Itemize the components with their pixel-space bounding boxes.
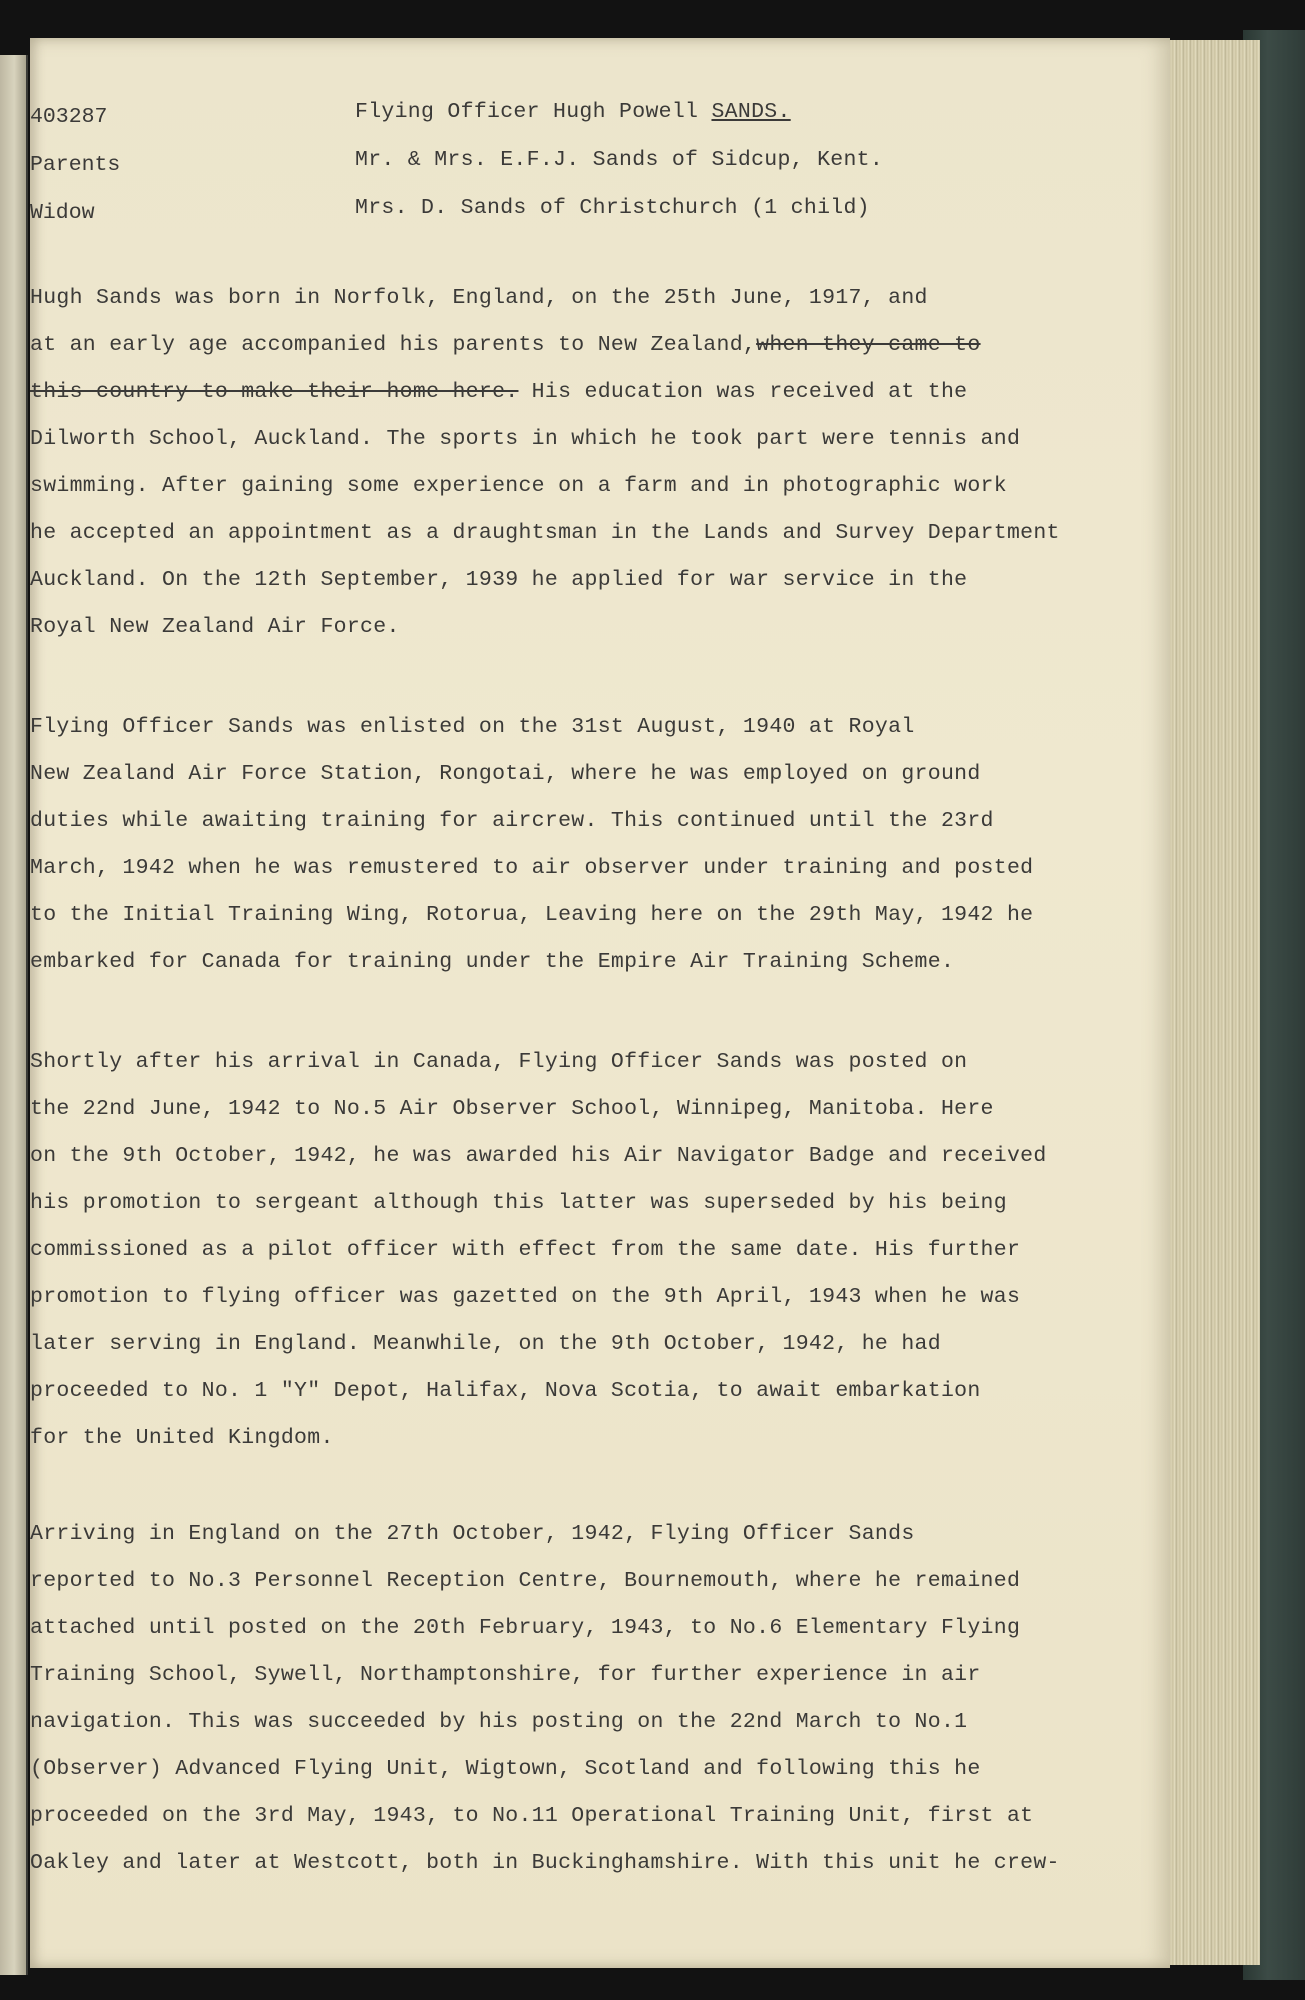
body-line: Royal New Zealand Air Force.	[30, 615, 400, 639]
body-line: Arriving in England on the 27th October, 1942, Flying Officer Sands	[30, 1522, 915, 1546]
parents-label: Parents	[30, 153, 121, 177]
name-line	[355, 100, 791, 124]
service-number: 403287	[30, 105, 108, 129]
body-line: proceeded to No. 1 "Y" Depot, Halifax, Nova Scotia, to await embarkation	[30, 1379, 981, 1403]
body-line	[30, 380, 967, 404]
body-line: to the Initial Training Wing, Rotorua, Leaving here on the 29th May, 1942 he	[30, 903, 1034, 927]
parents-value: Mr. & Mrs. E.F.J. Sands of Sidcup, Kent.	[355, 148, 884, 172]
body-line: New Zealand Air Force Station, Rongotai, where he was employed on ground	[30, 762, 981, 786]
body-line: Flying Officer Sands was enlisted on the 31st August, 1940 at Royal	[30, 715, 915, 739]
body-line: navigation. This was succeeded by his posting on the 22nd March to No.1	[30, 1710, 968, 1734]
body-line: Oakley and later at Westcott, both in Buckinghamshire. With this unit he crew-	[30, 1851, 1060, 1875]
body-line: on the 9th October, 1942, he was awarded his Air Navigator Badge and received	[30, 1144, 1047, 1168]
facing-page-edge	[0, 55, 28, 1975]
body-line: promotion to flying officer was gazetted on the 9th April, 1943 when he was	[30, 1285, 1021, 1309]
name-prefix: Flying Officer Hugh Powell	[355, 100, 712, 124]
body-line: Auckland. On the 12th September, 1939 he applied for war service in the	[30, 568, 968, 592]
struck-text: this country to make their home here.	[30, 380, 519, 404]
body-line: Training School, Sywell, Northamptonshire, for further experience in air	[30, 1663, 981, 1687]
body-line: reported to No.3 Personnel Reception Centre, Bournemouth, where he remained	[30, 1569, 1021, 1593]
page-stack-edges	[1165, 40, 1260, 1965]
body-text: His education was received at the	[518, 380, 968, 404]
widow-label: Widow	[30, 201, 95, 225]
typed-page	[30, 38, 1170, 1968]
widow-value: Mrs. D. Sands of Christchurch (1 child)	[355, 196, 870, 220]
body-line: commissioned as a pilot officer with effect from the same date. His further	[30, 1238, 1021, 1262]
body-line: attached until posted on the 20th February, 1943, to No.6 Elementary Flying	[30, 1616, 1021, 1640]
body-line: embarked for Canada for training under the Empire Air Training Scheme.	[30, 950, 955, 974]
body-line: later serving in England. Meanwhile, on the 9th October, 1942, he had	[30, 1332, 941, 1356]
body-line: his promotion to sergeant although this latter was superseded by his being	[30, 1191, 1007, 1215]
body-line: Hugh Sands was born in Norfolk, England, on the 25th June, 1917, and	[30, 286, 928, 310]
body-line: Shortly after his arrival in Canada, Flying Officer Sands was posted on	[30, 1050, 968, 1074]
body-text: at an early age accompanied his parents to New Zealand,	[30, 333, 757, 357]
body-line: the 22nd June, 1942 to No.5 Air Observer School, Winnipeg, Manitoba. Here	[30, 1097, 994, 1121]
surname: SANDS.	[711, 100, 791, 124]
body-line: duties while awaiting training for aircrew. This continued until the 23rd	[30, 809, 994, 833]
body-line: for the United Kingdom.	[30, 1426, 334, 1450]
body-line: March, 1942 when he was remustered to air observer under training and posted	[30, 856, 1034, 880]
body-line: he accepted an appointment as a draughtsman in the Lands and Survey Department	[30, 521, 1060, 545]
body-line: swimming. After gaining some experience on a farm and in photographic work	[30, 474, 1007, 498]
body-line: Dilworth School, Auckland. The sports in which he took part were tennis and	[30, 427, 1021, 451]
body-line	[30, 333, 981, 357]
struck-text: when they came to	[756, 333, 981, 357]
body-line: proceeded on the 3rd May, 1943, to No.11 Operational Training Unit, first at	[30, 1804, 1034, 1828]
body-line: (Observer) Advanced Flying Unit, Wigtown, Scotland and following this he	[30, 1757, 981, 1781]
